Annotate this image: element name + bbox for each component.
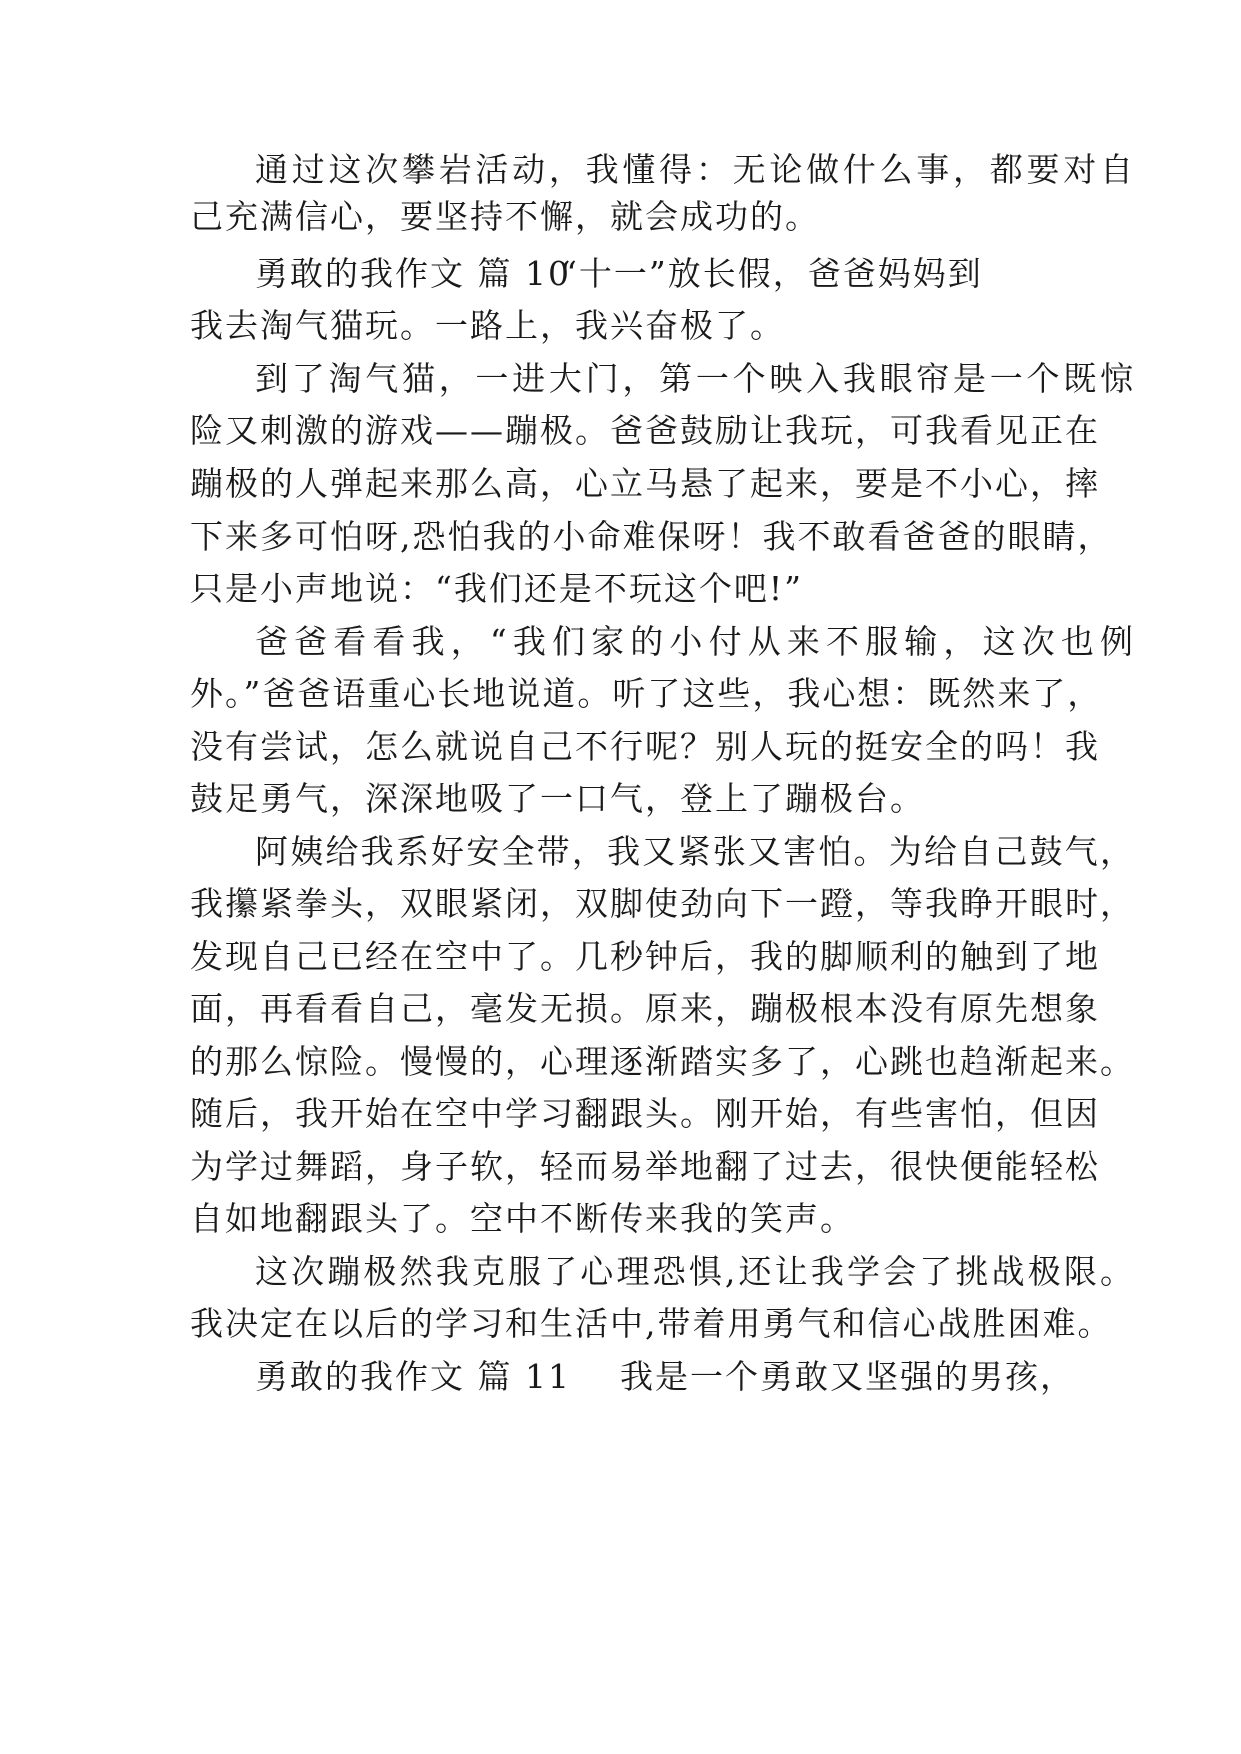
essay-heading-text: “十一”放长假，爸爸妈妈到 — [560, 254, 983, 293]
paragraph-line: 己充满信心，要坚持不懈，就会成功的。 — [190, 197, 820, 236]
paragraph-line: 自如地翻跟头了。空中不断传来我的笑声。 — [190, 1199, 855, 1238]
essay-heading-title: 勇敢的我作文 篇 10 — [255, 254, 571, 293]
paragraph-line: 鼓足勇气，深深地吸了一口气，登上了蹦极台。 — [190, 779, 925, 818]
paragraph-line: 的那么惊险。慢慢的，心理逐渐踏实多了，心跳也趋渐起来。 — [190, 1042, 1135, 1081]
paragraph-line: 到了淘气猫，一进大门，第一个映入我眼帘是一个既惊 — [255, 359, 1135, 398]
essay-heading-text: 我是一个勇敢又坚强的男孩， — [620, 1357, 1075, 1396]
paragraph-line: 没有尝试，怎么就说自己不行呢？别人玩的挺安全的吗！我 — [190, 727, 1100, 766]
paragraph-line: 随后，我开始在空中学习翻跟头。刚开始，有些害怕，但因 — [190, 1094, 1100, 1133]
paragraph-line: 通过这次攀岩活动，我懂得：无论做什么事，都要对自 — [255, 150, 1135, 189]
paragraph-line: 发现自己已经在空中了。几秒钟后，我的脚顺利的触到了地 — [190, 937, 1100, 976]
essay-heading-10 — [255, 254, 1070, 294]
paragraph-line: 外。”爸爸语重心长地说道。听了这些，我心想：既然来了， — [190, 674, 1103, 713]
essay-heading-title: 勇敢的我作文 篇 11 — [255, 1357, 571, 1396]
paragraph-line: 爸爸看看我，“我们家的小付从来不服输，这次也例 — [255, 622, 1135, 661]
paragraph-line: 我去淘气猫玩。一路上，我兴奋极了。 — [190, 306, 785, 345]
paragraph-line: 我决定在以后的学习和生活中,带着用勇气和信心战胜困难。 — [190, 1304, 1113, 1343]
paragraph-line: 为学过舞蹈，身子软，轻而易举地翻了过去，很快便能轻松 — [190, 1147, 1100, 1186]
essay-heading-11 — [255, 1357, 1075, 1397]
paragraph-line: 只是小声地说：“我们还是不玩这个吧!” — [190, 569, 804, 608]
paragraph-line: 险又刺激的游戏——蹦极。爸爸鼓励让我玩，可我看见正在 — [190, 411, 1100, 450]
paragraph-line: 蹦极的人弹起来那么高，心立马悬了起来，要是不小心，摔 — [190, 464, 1100, 503]
paragraph-line: 我攥紧拳头，双眼紧闭，双脚使劲向下一蹬，等我睁开眼时， — [190, 884, 1135, 923]
paragraph-line: 下来多可怕呀,恐怕我的小命难保呀！我不敢看爸爸的眼睛， — [190, 517, 1113, 556]
paragraph-line: 面，再看看自己，毫发无损。原来，蹦极根本没有原先想象 — [190, 989, 1100, 1028]
paragraph-line: 这次蹦极然我克服了心理恐惧,还让我学会了挑战极限。 — [255, 1252, 1135, 1291]
paragraph-line: 阿姨给我系好安全带，我又紧张又害怕。为给自己鼓气， — [255, 832, 1135, 871]
